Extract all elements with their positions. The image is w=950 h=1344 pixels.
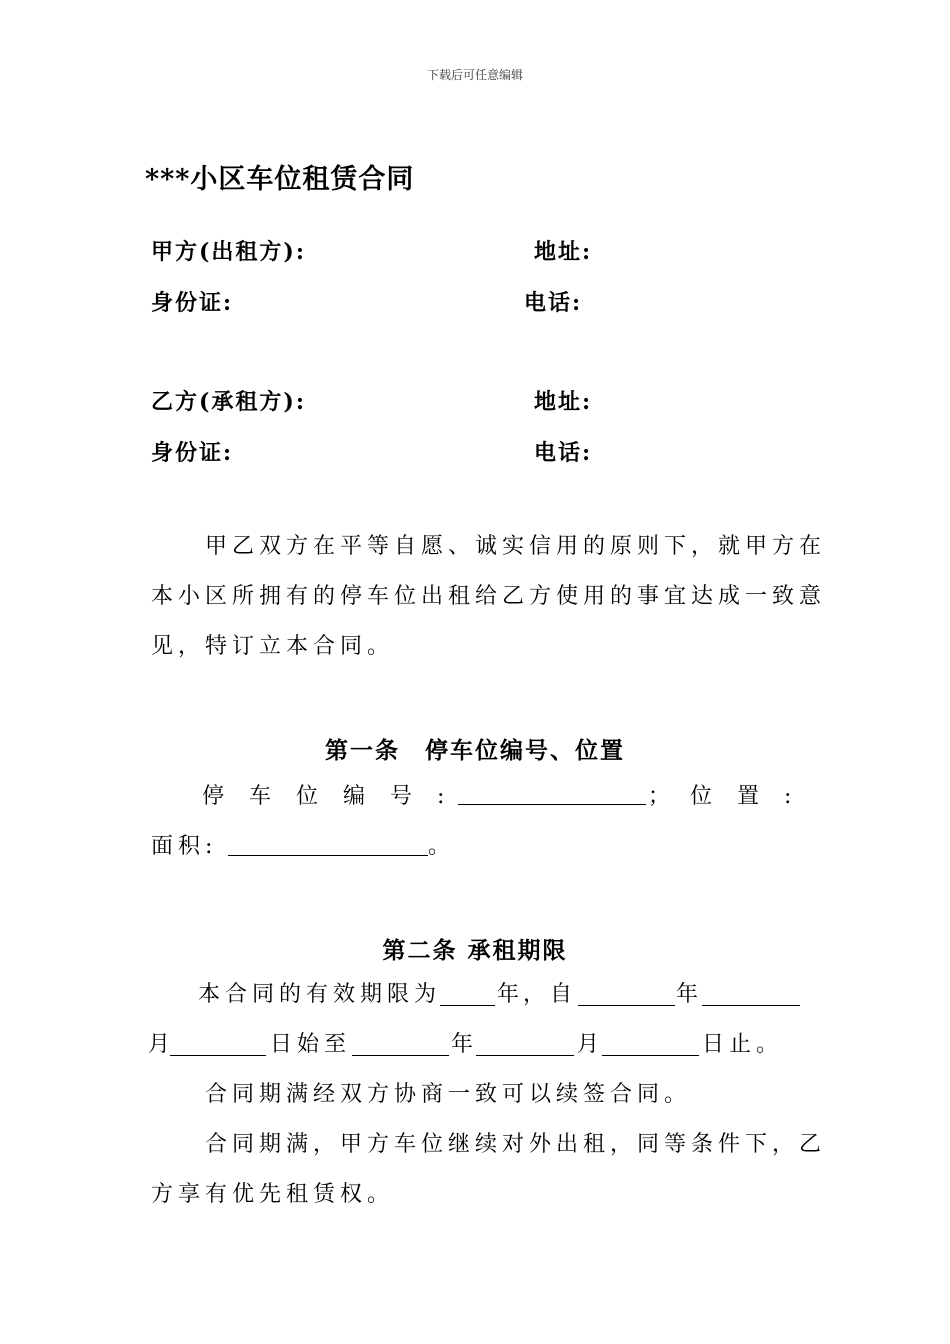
party-a-phone-label: 电话: (524, 290, 583, 316)
end-year-char: 年 (451, 1032, 479, 1057)
party-a-label: 甲方(出租方): (151, 239, 306, 265)
party-b-id-label: 身份证: (151, 440, 234, 466)
header-note: 下载后可任意编辑 (426, 68, 523, 82)
end-day-blank (602, 1055, 699, 1056)
day-end-text: 日止。 (702, 1032, 784, 1057)
term-year-char: 年 (497, 982, 525, 1007)
party-a-id-label: 身份证: (151, 290, 234, 316)
term-years-blank (440, 1005, 495, 1006)
term-prefix: 本合同的有效期限为 (198, 982, 442, 1007)
article-1-heading: 第一条 停车位编号、位置 (325, 737, 625, 764)
end-month-char: 月 (577, 1032, 605, 1057)
priority-line-2: 方享有优先租赁权。 (151, 1182, 395, 1207)
area-blank (228, 855, 428, 856)
party-b-label: 乙方(承租方): (151, 389, 306, 415)
parking-number-blank (458, 804, 646, 805)
party-b-phone-label: 电话: (534, 440, 593, 466)
priority-line-1: 合同期满，甲方车位继续对外出租，同等条件下，乙 (205, 1132, 827, 1157)
location-label: 位置: (690, 784, 817, 809)
term-from: ，自 (523, 982, 578, 1007)
start-month-blank (702, 1005, 800, 1006)
end-year-blank (352, 1055, 449, 1056)
party-b-address-label: 地址: (534, 389, 593, 415)
preamble-line-3: 见，特订立本合同。 (151, 634, 395, 659)
parking-number-label: 停车位编号: (202, 784, 470, 809)
party-a-address-label: 地址: (534, 239, 593, 265)
start-year-char: 年 (676, 982, 704, 1007)
end-month-blank (476, 1055, 574, 1056)
document-title: ***小区车位租赁合同 (145, 164, 415, 195)
semicolon: ； (648, 784, 676, 809)
start-day-blank (170, 1055, 266, 1056)
start-month-char: 月 (148, 1032, 176, 1057)
area-period: 。 (428, 834, 456, 859)
day-start-text: 日始至 (270, 1032, 352, 1057)
preamble-line-2: 本小区所拥有的停车位出租给乙方使用的事宜达成一致意 (151, 584, 827, 609)
article-2-heading: 第二条 承租期限 (382, 937, 568, 964)
area-label: 面积: (151, 834, 218, 859)
start-year-blank (578, 1005, 675, 1006)
renewal-text: 合同期满经双方协商一致可以续签合同。 (205, 1082, 692, 1107)
preamble-line-1: 甲乙双方在平等自愿、诚实信用的原则下，就甲方在 (205, 534, 827, 559)
